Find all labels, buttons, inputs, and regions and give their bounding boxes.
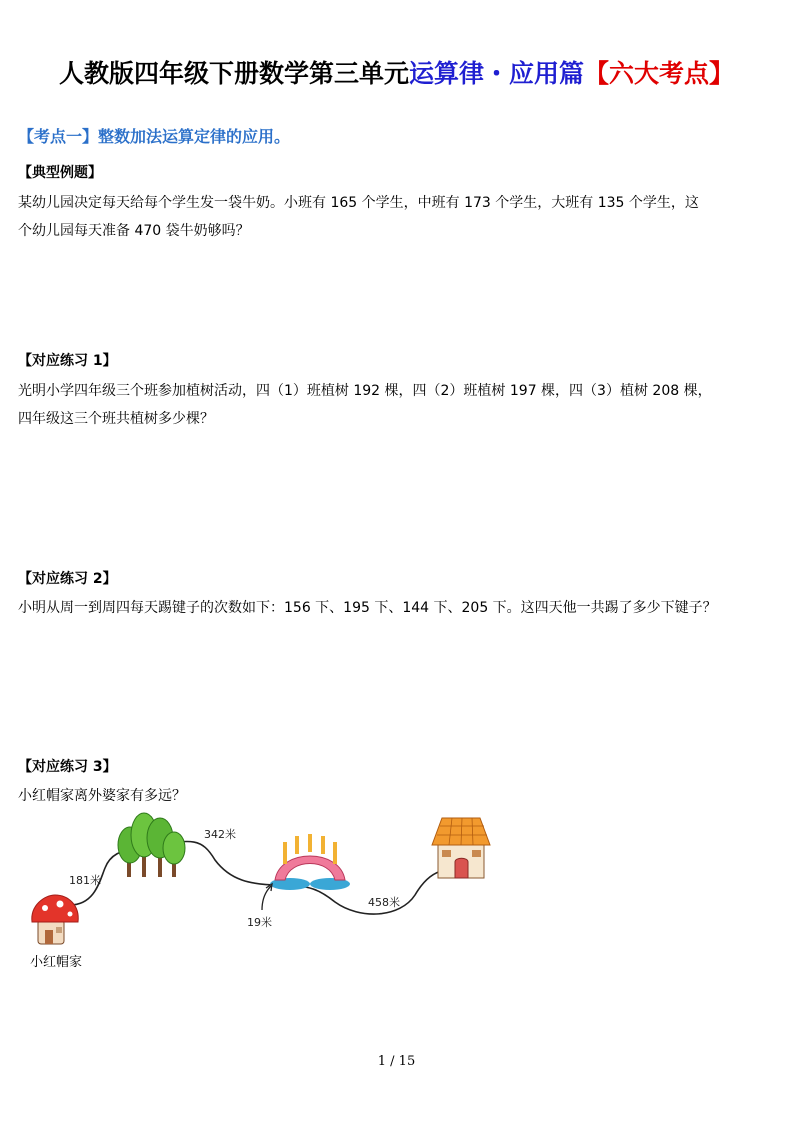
- grandma-house-icon: [432, 818, 490, 878]
- example-text: [18, 189, 776, 245]
- practice1-heading: 【对应练习 1】: [18, 353, 117, 369]
- page-number: 1 / 15: [377, 1054, 416, 1069]
- mushroom-house-icon: [32, 895, 78, 944]
- distance-label-4: 458米: [368, 896, 400, 909]
- arrow-icon: [262, 884, 272, 910]
- practice1-line-2: 四年级这三个班共植树多少棵？: [18, 411, 214, 427]
- distance-label-3: 19米: [247, 916, 272, 929]
- practice1-text: [18, 377, 776, 433]
- practice2-text: [18, 594, 776, 622]
- page-title: [0, 54, 793, 90]
- practice3-text: [18, 782, 776, 810]
- practice2-heading: 【对应练习 2】: [18, 571, 117, 587]
- example-line-2: 个幼儿园每天准备 470 袋牛奶够吗？: [18, 223, 250, 239]
- title-part-main: 人教版四年级下册数学第三单元: [58, 59, 409, 88]
- example-line-1: 某幼儿园决定每天给每个学生发一袋牛奶。小班有 165 个学生，中班有 173 个学生，大班有 135 个学生，这: [18, 195, 699, 211]
- title-part-topic: 运算律・应用篇: [408, 59, 584, 88]
- distance-label-1: 181米: [69, 874, 101, 887]
- bridge-icon: [270, 834, 350, 890]
- practice3-line-1: 小红帽家离外婆家有多远？: [18, 788, 186, 804]
- title-part-tag: 【六大考点】: [584, 59, 735, 88]
- example-heading: 【典型例题】: [18, 165, 102, 181]
- route-path: [70, 841, 445, 914]
- practice1-line-1: 光明小学四年级三个班参加植树活动，四（1）班植树 192 棵，四（2）班植树 197 棵，四（3）植树 208 棵，: [18, 383, 712, 399]
- trees-icon: [118, 813, 185, 877]
- distance-label-2: 342米: [204, 828, 236, 841]
- practice2-line-1: 小明从周一到周四每天踢键子的次数如下：156 下、195 下、144 下、205 下。这四天他一共踢了多少下键子？: [18, 600, 717, 616]
- topic-heading: 【考点一】整数加法运算定律的应用。: [18, 127, 291, 146]
- practice3-heading: 【对应练习 3】: [18, 759, 117, 775]
- home-label: 小红帽家: [30, 955, 83, 970]
